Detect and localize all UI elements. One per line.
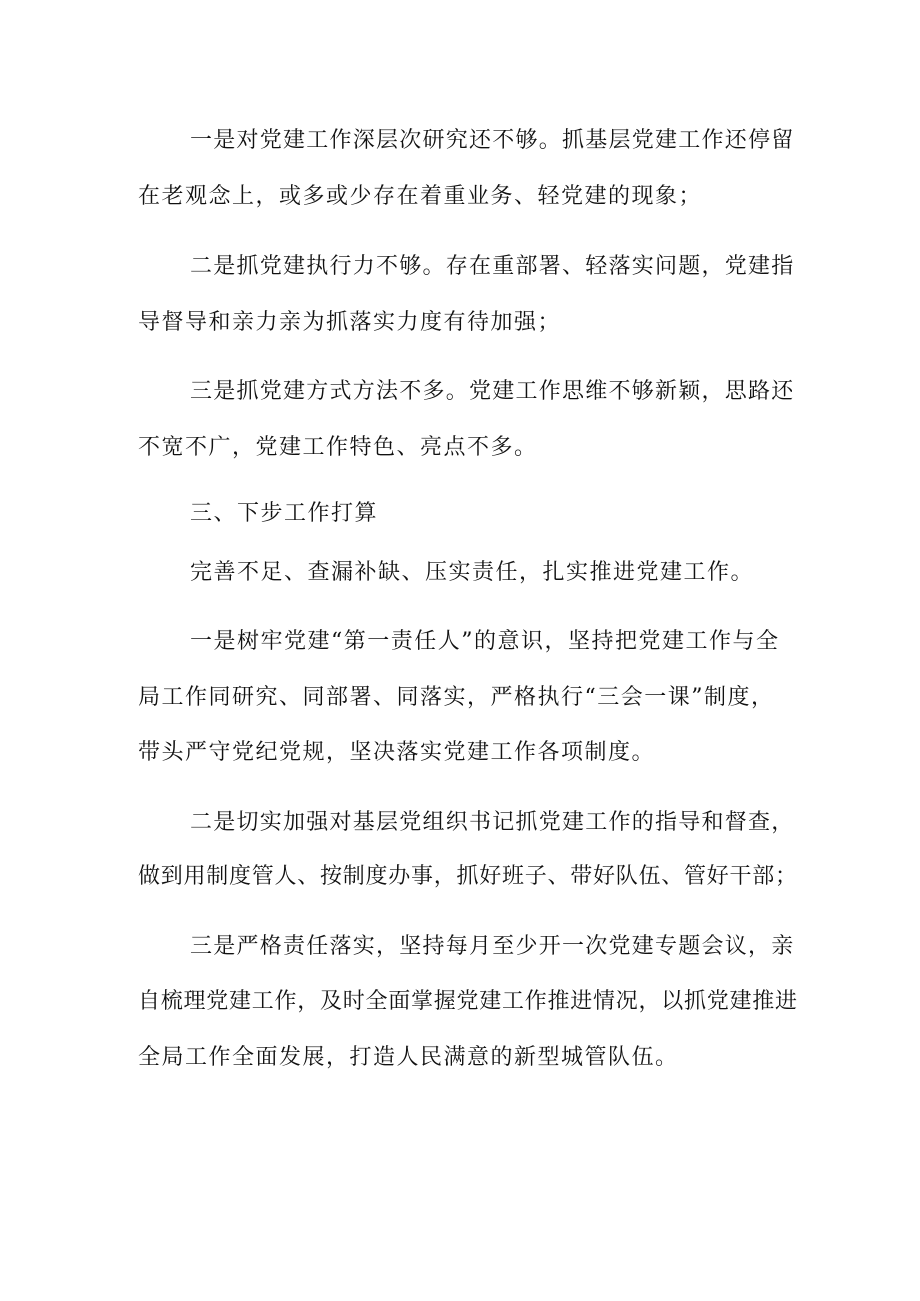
paragraph-line: 完善不足、查漏补缺、压实责任，扎实推进党建工作。: [190, 560, 755, 585]
paragraph-line: 不宽不广，党建工作特色、亮点不多。: [138, 435, 538, 460]
paragraph-line: 二是抓党建执行力不够。存在重部署、轻落实问题，党建指: [190, 254, 795, 279]
paragraph-line: 一是树牢党建“第一责任人”的意识，坚持把党建工作与全: [190, 629, 780, 654]
paragraph-line: 局工作同研究、同部署、同落实，严格执行“三会一课”制度，: [138, 685, 775, 710]
paragraph-line: 自梳理党建工作，及时全面掌握党建工作推进情况，以抓党建推进: [138, 989, 798, 1014]
paragraph-line: 带头严守党纪党规，坚决落实党建工作各项制度。: [138, 740, 656, 765]
paragraph-line: 做到用制度管人、按制度办事，抓好班子、带好队伍、管好干部；: [138, 864, 798, 889]
paragraph-line: 全局工作全面发展，打造人民满意的新型城管队伍。: [138, 1045, 679, 1070]
paragraph-line: 一是对党建工作深层次研究还不够。抓基层党建工作还停留: [190, 128, 795, 153]
paragraph-line: 二是切实加强对基层党组织书记抓党建工作的指导和督查，: [190, 810, 795, 835]
paragraph-line: 三是抓党建方式方法不多。党建工作思维不够新颖，思路还: [190, 379, 795, 404]
paragraph-line: 在老观念上，或多或少存在着重业务、轻党建的现象；: [138, 184, 703, 209]
paragraph-line: 三是严格责任落实，坚持每月至少开一次党建专题会议，亲: [190, 934, 795, 959]
section-heading: 三、下步工作打算: [190, 501, 379, 526]
paragraph-line: 导督导和亲力亲为抓落实力度有待加强；: [138, 310, 562, 335]
